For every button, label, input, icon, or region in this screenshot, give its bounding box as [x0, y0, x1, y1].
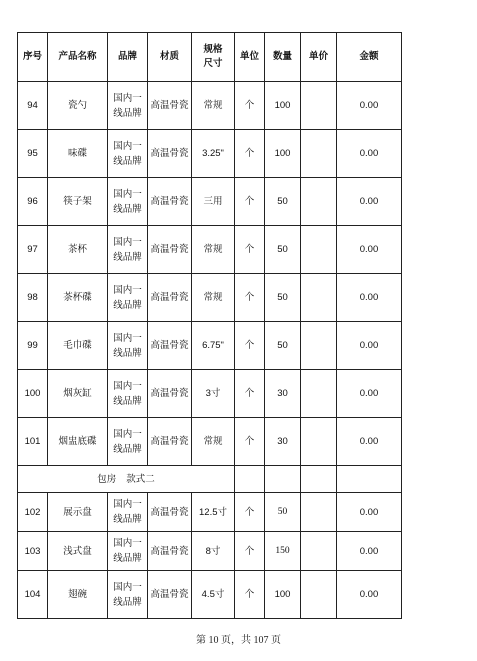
page-footer: 第 10 页，共 107 页 [196, 635, 281, 646]
cell-material: 高温骨瓷 [148, 493, 192, 532]
cell-amount [337, 466, 402, 493]
table-row [18, 178, 402, 226]
cell-price [301, 418, 337, 466]
header-row [18, 33, 402, 82]
cell-price [301, 466, 337, 493]
table-row [18, 226, 402, 274]
cell-qty: 50 [265, 322, 301, 370]
brand-line: 国内一 [113, 140, 142, 152]
cell-material: 高温骨瓷 [148, 130, 192, 178]
cell-spec: 8寸 [192, 532, 235, 571]
cell-brand [108, 274, 148, 322]
cell-name: 烟盅底碟 [48, 418, 108, 466]
cell-unit [235, 466, 265, 493]
cell-name: 筷子架 [48, 178, 108, 226]
cell-name: 烟灰缸 [48, 370, 108, 418]
brand-line: 线品牌 [113, 347, 142, 359]
brand-line: 国内一 [113, 284, 142, 296]
cell-brand [108, 130, 148, 178]
table-row [18, 274, 402, 322]
cell-material: 高温骨瓷 [148, 370, 192, 418]
cell-brand [108, 571, 148, 619]
cell-amount: 0.00 [337, 532, 402, 571]
cell-unit: 个 [235, 493, 265, 532]
brand-line: 线品牌 [113, 155, 142, 167]
cell-seq: 95 [18, 130, 48, 178]
cell-spec: 常规 [192, 418, 235, 466]
cell-name: 毛巾碟 [48, 322, 108, 370]
cell-unit: 个 [235, 571, 265, 619]
cell-brand [108, 178, 148, 226]
cell-amount: 0.00 [337, 226, 402, 274]
table-row [18, 532, 402, 571]
cell-seq: 104 [18, 571, 48, 619]
cell-name: 瓷勺 [48, 82, 108, 130]
brand-line: 国内一 [113, 92, 142, 104]
col-header-spec-line2: 尺寸 [203, 58, 223, 69]
brand-line: 线品牌 [113, 299, 142, 311]
cell-material: 高温骨瓷 [148, 274, 192, 322]
cell-price [301, 493, 337, 532]
cell-material: 高温骨瓷 [148, 178, 192, 226]
table-row [18, 130, 402, 178]
brand-line: 线品牌 [113, 553, 142, 564]
cell-brand [108, 370, 148, 418]
cell-name: 茶杯 [48, 226, 108, 274]
cell-price [301, 82, 337, 130]
cell-unit: 个 [235, 130, 265, 178]
cell-unit: 个 [235, 226, 265, 274]
cell-spec: 常规 [192, 274, 235, 322]
brand-line: 线品牌 [113, 395, 142, 407]
cell-name: 浅式盘 [48, 532, 108, 571]
cell-price [301, 322, 337, 370]
cell-qty: 50 [265, 226, 301, 274]
col-header-spec [192, 33, 235, 82]
col-header-name: 产品名称 [48, 33, 108, 82]
cell-qty: 50 [265, 493, 301, 532]
brand-line: 国内一 [113, 581, 142, 593]
brand-line: 国内一 [113, 428, 142, 440]
brand-line: 国内一 [113, 380, 142, 392]
cell-amount: 0.00 [337, 571, 402, 619]
cell-brand [108, 493, 148, 532]
cell-qty: 100 [265, 82, 301, 130]
cell-spec: 3寸 [192, 370, 235, 418]
col-header-amount: 金额 [337, 33, 402, 82]
cell-brand [108, 532, 148, 571]
cell-brand [108, 82, 148, 130]
cell-amount: 0.00 [337, 130, 402, 178]
col-header-brand: 品牌 [108, 33, 148, 82]
cell-qty [265, 466, 301, 493]
cell-spec: 常规 [192, 82, 235, 130]
cell-seq: 99 [18, 322, 48, 370]
cell-qty: 100 [265, 130, 301, 178]
cell-price [301, 532, 337, 571]
cell-spec: 6.75" [192, 322, 235, 370]
table-row [18, 370, 402, 418]
cell-qty: 100 [265, 571, 301, 619]
table-row [18, 82, 402, 130]
cell-unit: 个 [235, 532, 265, 571]
col-header-price: 单价 [301, 33, 337, 82]
brand-line: 线品牌 [113, 107, 142, 119]
cell-qty: 30 [265, 418, 301, 466]
cell-material: 高温骨瓷 [148, 418, 192, 466]
cell-brand [108, 322, 148, 370]
cell-amount: 0.00 [337, 82, 402, 130]
cell-amount: 0.00 [337, 418, 402, 466]
cell-seq: 103 [18, 532, 48, 571]
cell-spec: 三用 [192, 178, 235, 226]
cell-amount: 0.00 [337, 274, 402, 322]
cell-unit: 个 [235, 274, 265, 322]
cell-seq: 96 [18, 178, 48, 226]
section-title-part1: 包房 [97, 473, 117, 485]
cell-unit: 个 [235, 322, 265, 370]
cell-seq: 100 [18, 370, 48, 418]
col-header-material: 材质 [148, 33, 192, 82]
cell-material: 高温骨瓷 [148, 226, 192, 274]
cell-price [301, 178, 337, 226]
col-header-seq: 序号 [18, 33, 48, 82]
cell-seq: 102 [18, 493, 48, 532]
cell-qty: 50 [265, 274, 301, 322]
brand-line: 国内一 [113, 538, 142, 549]
cell-name: 味碟 [48, 130, 108, 178]
cell-price [301, 370, 337, 418]
cell-brand [108, 226, 148, 274]
brand-line: 线品牌 [113, 514, 142, 525]
cell-seq: 97 [18, 226, 48, 274]
cell-material: 高温骨瓷 [148, 82, 192, 130]
cell-material: 高温骨瓷 [148, 571, 192, 619]
cell-spec: 常规 [192, 226, 235, 274]
cell-unit: 个 [235, 370, 265, 418]
cell-spec: 12.5寸 [192, 493, 235, 532]
section-title-part2: 款式二 [126, 473, 155, 485]
cell-amount: 0.00 [337, 322, 402, 370]
col-header-spec-line1: 规格 [203, 44, 223, 55]
brand-line: 国内一 [113, 236, 142, 248]
cell-qty: 50 [265, 178, 301, 226]
cell-amount: 0.00 [337, 493, 402, 532]
brand-line: 线品牌 [113, 251, 142, 263]
cell-amount: 0.00 [337, 370, 402, 418]
cell-seq: 101 [18, 418, 48, 466]
cell-material: 高温骨瓷 [148, 532, 192, 571]
product-table [17, 32, 402, 619]
cell-name: 翅碗 [48, 571, 108, 619]
cell-name: 茶杯碟 [48, 274, 108, 322]
brand-line: 线品牌 [113, 596, 142, 608]
section-title [18, 466, 235, 493]
cell-material: 高温骨瓷 [148, 322, 192, 370]
brand-line: 国内一 [113, 332, 142, 344]
cell-unit: 个 [235, 418, 265, 466]
section-row [18, 466, 402, 493]
cell-price [301, 571, 337, 619]
cell-qty: 30 [265, 370, 301, 418]
cell-unit: 个 [235, 82, 265, 130]
cell-unit: 个 [235, 178, 265, 226]
cell-price [301, 226, 337, 274]
brand-line: 国内一 [113, 499, 142, 510]
cell-spec: 4.5寸 [192, 571, 235, 619]
cell-spec: 3.25" [192, 130, 235, 178]
col-header-qty: 数量 [265, 33, 301, 82]
cell-seq: 98 [18, 274, 48, 322]
cell-qty: 150 [265, 532, 301, 571]
brand-line: 线品牌 [113, 203, 142, 215]
brand-line: 国内一 [113, 188, 142, 200]
cell-name: 展示盘 [48, 493, 108, 532]
cell-price [301, 274, 337, 322]
brand-line: 线品牌 [113, 443, 142, 455]
table-row [18, 322, 402, 370]
cell-price [301, 130, 337, 178]
cell-seq: 94 [18, 82, 48, 130]
table-row [18, 418, 402, 466]
table-row [18, 571, 402, 619]
cell-amount: 0.00 [337, 178, 402, 226]
col-header-unit: 单位 [235, 33, 265, 82]
table-row [18, 493, 402, 532]
cell-brand [108, 418, 148, 466]
